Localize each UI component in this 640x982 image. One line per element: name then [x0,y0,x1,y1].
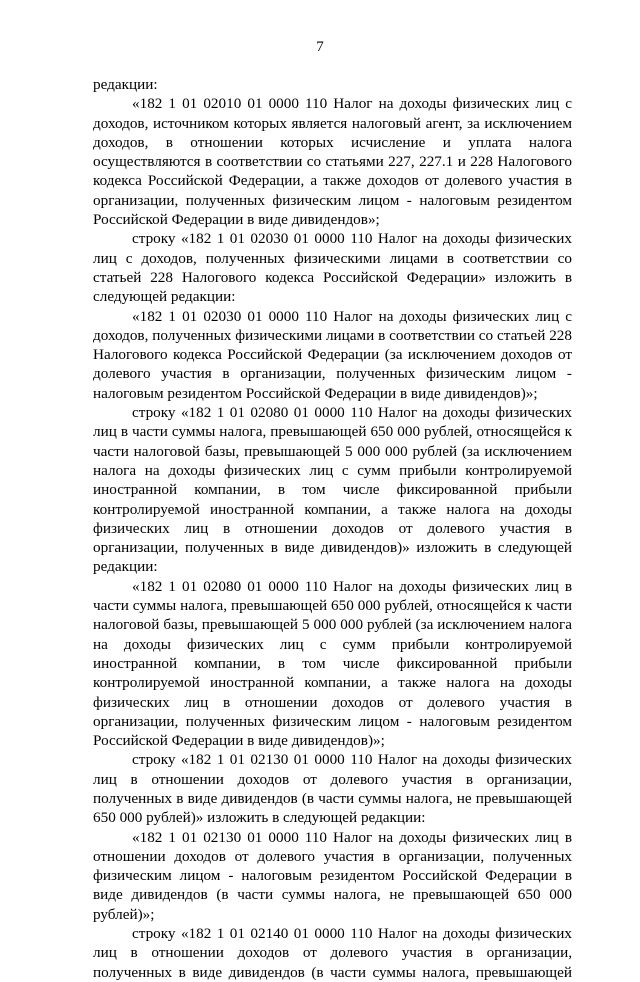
paragraph-code-030-old: строку «182 1 01 02030 01 0000 110 Налог на доходы физических лиц с доходов, полученных физическими лицами в соответствии со статьей 228 Налогового кодекса Российской Федерации» изложить в следующей редакции: [93,230,572,306]
paragraph-code-130-new: «182 1 01 02130 01 0000 110 Налог на доходы физических лиц в отношении доходов от долевого участия в организации, полученных физическим лицом - налоговым резидентом Российской Федерации в виде дивидендов (в части суммы налога, не превышающей 650 000 рублей)»; [93,828,572,923]
paragraph-code-080-old: строку «182 1 01 02080 01 0000 110 Налог на доходы физических лиц в части суммы налога, превышающей 650 000 рублей, относящейся к части налоговой базы, превышающей 5 000 000 рублей (за исключением налога на доходы физических лиц с сумм прибыли контролируемой иностранной компании, в том числе фиксированной прибыли контролируемой иностранной компании, а также налога на доходы физических лиц в отношении доходов от долевого участия в организации, полученных в виде дивидендов)» изложить в следующей редакции: [93,404,572,576]
paragraph-code-130-old: строку «182 1 01 02130 01 0000 110 Налог на доходы физических лиц в отношении доходов от долевого участия в организации, полученных в виде дивидендов (в части суммы налога, не превышающей 650 000 рублей)» изложить в следующей редакции: [93,751,572,827]
page-number: 7 [316,39,324,55]
paragraph-code-140-old: строку «182 1 01 02140 01 0000 110 Налог на доходы физических лиц в отношении доходов от долевого участия в организации, полученных в виде дивидендов (в части суммы налога, превышающей [93,925,572,981]
paragraph-continuation: редакции: [93,76,158,93]
document-body [93,75,572,982]
paragraph-code-010-new: «182 1 01 02010 01 0000 110 Налог на доходы физических лиц с доходов, источником которых является налоговый агент, за исключением доходов, в отношении которых исчисление и уплата налога осуществляются в соответствии со статьями 227, 227.1 и 228 Налогового кодекса Российской Федерации, а также доходов от долевого участия в организации, полученных физическим лицом - налоговым резидентом Российской Федерации в виде дивидендов»; [93,95,572,229]
paragraph-code-080-new: «182 1 01 02080 01 0000 110 Налог на доходы физических лиц в части суммы налога, превышающей 650 000 рублей, относящейся к части налоговой базы, превышающей 5 000 000 рублей (за исключением налога на доходы физических лиц с сумм прибыли контролируемой иностранной компании, в том числе фиксированной прибыли контролируемой иностранной компании, а также налога на доходы физических лиц в отношении доходов от долевого участия в организации, полученных физическим лицом - налоговым резидентом Российской Федерации в виде дивидендов)»; [93,577,572,750]
paragraph-code-030-new: «182 1 01 02030 01 0000 110 Налог на доходы физических лиц с доходов, полученных физическими лицами в соответствии со статьей 228 Налогового кодекса Российской Федерации (за исключением доходов от долевого участия в организации, полученных физическим лицом - налоговым резидентом Российской Федерации в виде дивидендов)»; [93,307,572,402]
